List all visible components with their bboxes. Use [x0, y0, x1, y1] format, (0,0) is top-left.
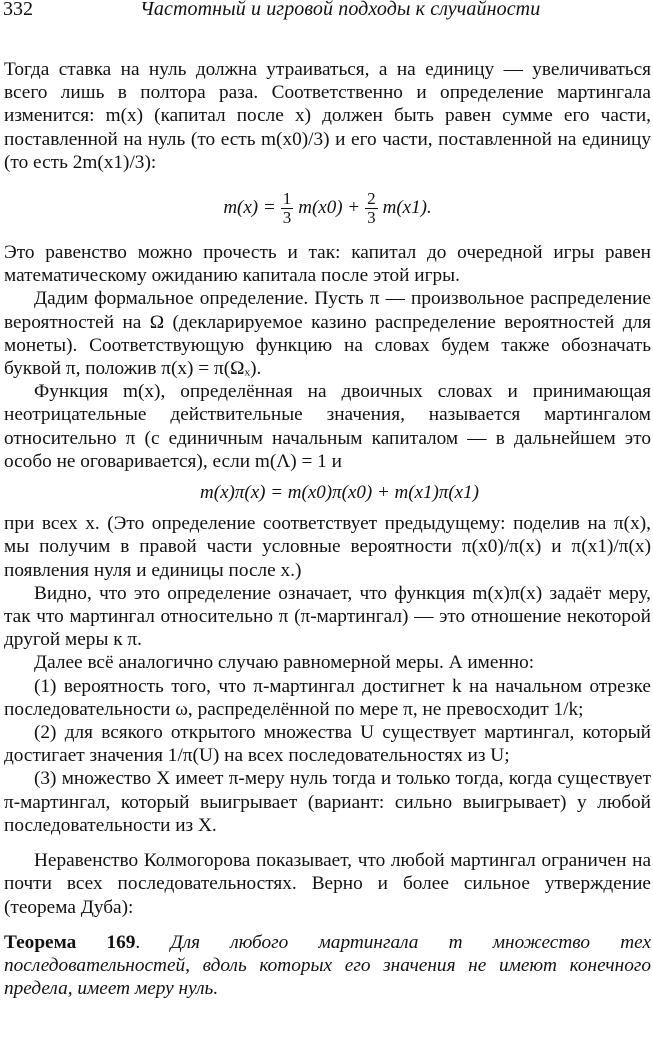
theorem-169	[4, 931, 651, 1001]
page-body	[4, 58, 651, 1000]
list-item-3: (3) множество X имеет π-меру нуль тогда и только тогда, когда существует π-мартингал, который выигрывает (вариант: сильно выигрывает) у любой последовательности из X.	[4, 768, 651, 836]
formula-1-middle: m(x0) +	[298, 197, 361, 219]
paragraph-5: при всех x. (Это определение соответствует предыдущему: поделив на π(x), мы получим в правой части условные вероятности π(x0)/π(x) и π(x1)/π(x) появления нуля и единицы после x.)	[4, 513, 651, 581]
page-header	[0, 0, 653, 24]
running-head: Частотный и игровой подходы к случайности	[140, 0, 541, 20]
list-item-1: (1) вероятность того, что π-мартингал достигнет k на начальном отрезке последовательности ω, распределённой по мере π, не превосходит 1/k;	[4, 675, 651, 720]
paragraph-4: Функция m(x), определённая на двоичных словах и принимающая неотрицательные действительные значения, называется мартингалом относительно π (с единичным начальным капиталом — в дальнейшем это особо не оговаривается), если m(Λ) = 1 и	[4, 381, 651, 472]
page-number: 332	[3, 0, 33, 20]
formula-martingale-measure: m(x)π(x) = m(x0)π(x0) + m(x1)π(x1)	[200, 482, 479, 504]
list-item-2: (2) для всякого открытого множества U существует мартингал, который достигает значения 1/π(U) на всех последовательностях из U;	[4, 722, 651, 767]
paragraph-1: Тогда ставка на нуль должна утраиваться, а на единицу — увеличиваться всего лишь в полтора раза. Соответственно и определение мартингала изменится: m(x) (капитал после x) должен быть равен сумме его части, поставленной на нуль (то есть m(x0)/3) и его части, поставленной на единицу (то есть 2m(x1)/3):	[4, 59, 651, 173]
fraction-2-numerator: 2	[367, 188, 376, 208]
formula-1-left: m(x) =	[223, 197, 276, 219]
formula-martingale-weighted	[4, 183, 651, 233]
paragraph-6: Видно, что это определение означает, что функция m(x)π(x) задаёт меру, так что мартингал относительно π (π-мартингал) — это отношение некоторой другой меры к π.	[4, 582, 651, 651]
theorem-title: Теорема 169	[4, 931, 136, 953]
fraction-2-denominator: 3	[367, 207, 376, 227]
paragraph-2: Это равенство можно прочесть и так: капитал до очередной игры равен математическому ожиданию капитала после этой игры.	[4, 242, 651, 287]
paragraph-3: Дадим формальное определение. Пусть π — произвольное распределение вероятностей на Ω (декларируемое казино распределение вероятностей для монеты). Соответствующую функцию на словах будем также обозначать буквой π, положив π(x) = π(Ωₓ).	[4, 288, 651, 380]
theorem-separator: .	[135, 931, 171, 953]
paragraph-7: Далее всё аналогично случаю равномерной меры. А именно:	[34, 652, 535, 674]
fraction-one-third	[281, 190, 294, 227]
fraction-1-numerator: 1	[282, 188, 292, 208]
fraction-1-denominator: 3	[282, 207, 292, 227]
theorem-body: Для любого мартингала m множество тех последовательностей, вдоль которых его значения не имеют конечного предела, имеет меру нуль.	[4, 931, 652, 1000]
formula-1-right: m(x1).	[382, 197, 432, 219]
paragraph-8: Неравенство Колмогорова показывает, что любой мартингал ограничен на почти всех последовательностях. Верно и более сильное утверждение (теорема Дуба):	[4, 850, 651, 918]
fraction-two-thirds	[365, 190, 378, 227]
